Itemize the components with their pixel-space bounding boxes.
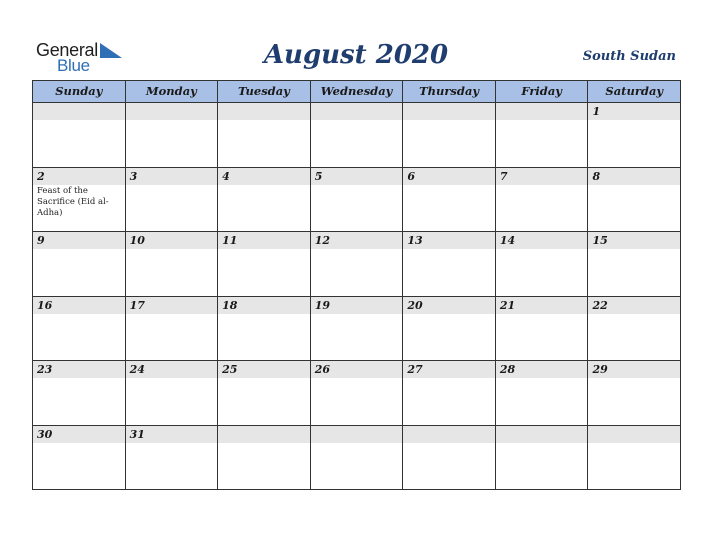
day-number-band — [496, 103, 588, 120]
day-cell[interactable] — [403, 426, 496, 491]
day-number-band — [33, 168, 125, 185]
day-cell[interactable] — [588, 361, 680, 425]
day-number-band — [588, 168, 680, 185]
day-cell[interactable] — [403, 361, 496, 425]
day-number-band — [403, 426, 495, 443]
weekday-header-row — [33, 81, 680, 103]
day-number-band — [403, 168, 495, 185]
weekday-monday: Monday — [126, 81, 219, 102]
day-number: 2 — [37, 169, 45, 183]
day-number-band — [311, 426, 403, 443]
logo-text-general: General — [36, 40, 98, 60]
day-cell[interactable] — [126, 103, 219, 167]
calendar-grid — [32, 80, 681, 490]
weekday-wednesday: Wednesday — [311, 81, 404, 102]
day-cell[interactable] — [496, 103, 589, 167]
day-cell[interactable] — [33, 103, 126, 167]
week-row — [33, 168, 680, 233]
day-number-band — [311, 168, 403, 185]
day-number: 9 — [37, 234, 45, 247]
weekday-sunday: Sunday — [33, 81, 126, 102]
day-cell[interactable] — [33, 361, 126, 425]
day-number-band — [126, 168, 218, 185]
day-number-band — [588, 426, 680, 443]
day-cell[interactable] — [588, 297, 680, 361]
day-cell[interactable] — [403, 168, 496, 232]
day-cell[interactable] — [588, 426, 680, 491]
weekday-tuesday: Tuesday — [218, 81, 311, 102]
day-number: 7 — [499, 169, 508, 183]
day-number-band — [496, 426, 588, 443]
day-cell[interactable] — [496, 168, 589, 232]
day-cell[interactable] — [588, 103, 680, 167]
day-cell[interactable] — [588, 232, 680, 296]
day-cell[interactable] — [496, 426, 589, 491]
day-number: 25 — [222, 363, 238, 376]
day-cell[interactable] — [218, 361, 311, 425]
day-number-band — [126, 103, 218, 120]
day-number-band — [33, 232, 125, 249]
day-cell[interactable] — [126, 232, 219, 296]
day-number: 22 — [592, 298, 608, 312]
day-number-band — [311, 103, 403, 120]
day-number-band — [218, 168, 310, 185]
day-number-band — [403, 103, 495, 120]
week-row — [33, 103, 680, 168]
day-number: 31 — [129, 427, 145, 441]
day-cell[interactable] — [496, 297, 589, 361]
day-cell[interactable] — [33, 232, 126, 296]
day-number: 28 — [499, 363, 516, 376]
day-cell[interactable] — [311, 103, 404, 167]
day-number: 19 — [314, 298, 331, 312]
day-number: 16 — [37, 298, 53, 312]
day-cell[interactable] — [496, 361, 589, 425]
day-number: 8 — [592, 169, 601, 183]
day-cell[interactable] — [311, 232, 404, 296]
day-cell[interactable] — [311, 426, 404, 491]
country-label: South Sudan — [582, 49, 676, 64]
calendar-title: August 2020 — [263, 40, 449, 70]
weekday-saturday: Saturday — [605, 84, 664, 98]
day-cell[interactable] — [126, 426, 219, 491]
day-cell[interactable] — [218, 103, 311, 167]
day-cell[interactable] — [496, 232, 589, 296]
day-number: 24 — [129, 363, 145, 376]
day-number: 6 — [407, 169, 415, 183]
day-cell[interactable] — [126, 168, 219, 232]
day-cell[interactable] — [126, 297, 219, 361]
weekday-thursday: Thursday — [403, 81, 496, 102]
week-row — [33, 426, 680, 491]
day-cell[interactable] — [218, 232, 311, 296]
day-cell[interactable] — [218, 168, 311, 232]
day-number: 12 — [314, 234, 331, 247]
week-row — [33, 361, 680, 426]
day-cell[interactable] — [218, 426, 311, 491]
day-number: 14 — [499, 234, 516, 247]
day-number: 26 — [314, 363, 331, 376]
week-row — [33, 297, 680, 362]
day-number: 10 — [129, 234, 145, 247]
weekday-friday: Friday — [496, 81, 589, 102]
day-number: 21 — [499, 298, 516, 312]
holiday-event: Feast of the Sacrifice (Eid al-Adha) — [37, 185, 109, 218]
day-number-band — [588, 103, 680, 120]
day-cell[interactable] — [33, 168, 126, 232]
day-cell[interactable] — [33, 297, 126, 361]
week-row — [33, 232, 680, 297]
day-number: 20 — [407, 298, 423, 312]
day-number-band — [496, 168, 588, 185]
day-cell[interactable] — [311, 361, 404, 425]
day-number: 23 — [37, 363, 53, 376]
day-number: 18 — [222, 298, 238, 312]
day-number: 13 — [407, 234, 423, 247]
day-number: 3 — [129, 169, 138, 183]
day-cell[interactable] — [403, 232, 496, 296]
logo-text-blue: Blue — [57, 56, 90, 75]
day-number: 27 — [407, 363, 423, 376]
day-number-band — [218, 426, 310, 443]
day-number: 17 — [129, 298, 145, 312]
day-cell[interactable] — [218, 297, 311, 361]
day-number-band — [33, 103, 125, 120]
day-cell[interactable] — [33, 426, 126, 491]
day-cell[interactable] — [126, 361, 219, 425]
day-cell[interactable] — [403, 103, 496, 167]
day-number: 15 — [592, 234, 608, 247]
day-number: 5 — [314, 169, 323, 183]
day-cell[interactable] — [311, 168, 404, 232]
day-number-band — [218, 103, 310, 120]
day-cell[interactable] — [588, 168, 680, 232]
day-number: 4 — [222, 169, 230, 183]
day-number: 11 — [222, 234, 238, 247]
day-cell[interactable] — [311, 297, 404, 361]
day-cell[interactable] — [403, 297, 496, 361]
day-number: 29 — [592, 363, 608, 376]
day-number: 30 — [37, 427, 53, 441]
day-number: 1 — [592, 105, 601, 118]
